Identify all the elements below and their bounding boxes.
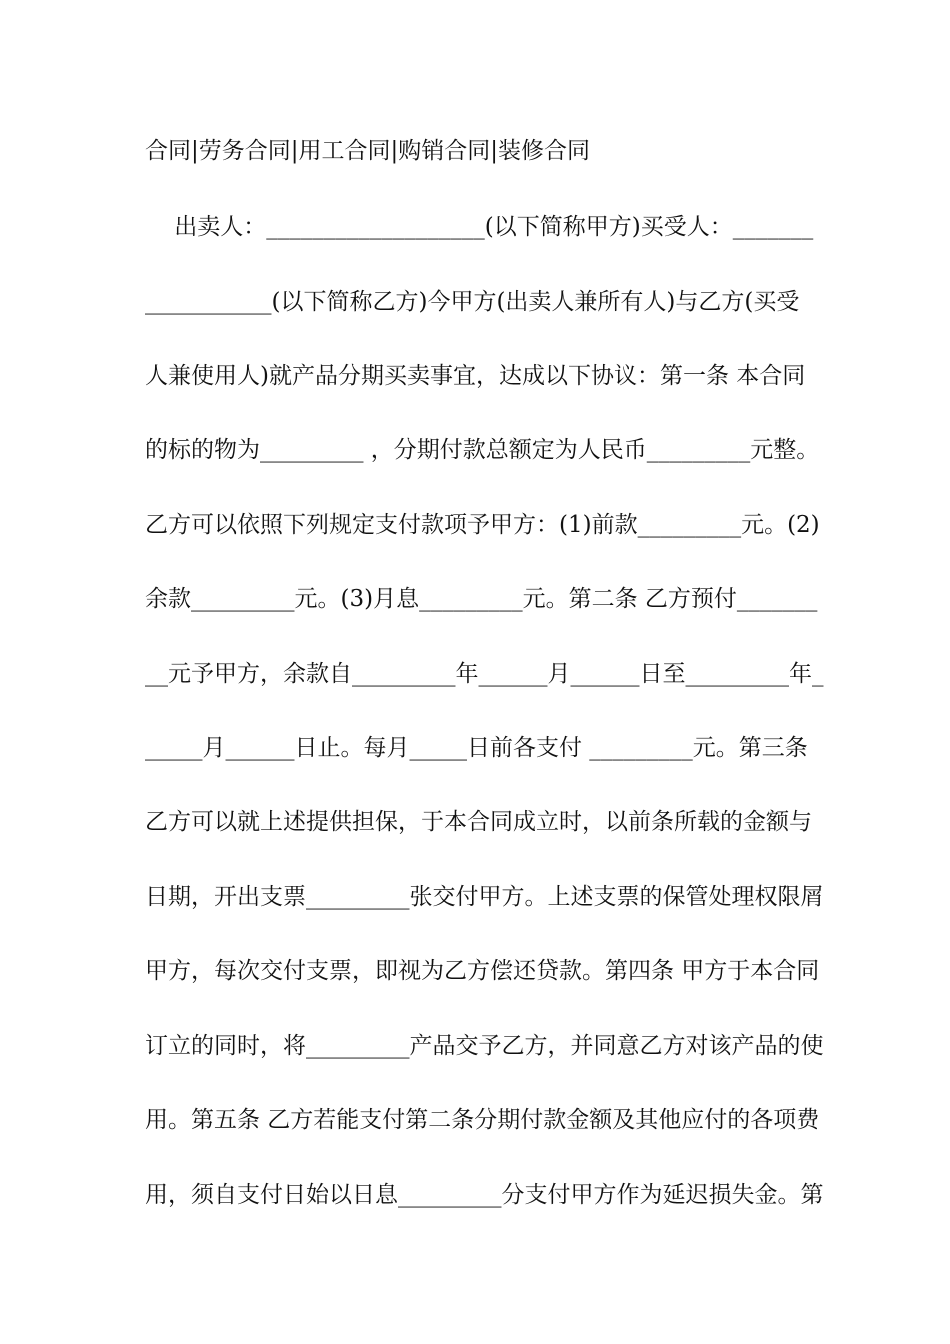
body-line: 出卖人：___________________(以下简称甲方)买受人：_______ [145, 214, 814, 240]
body-line: 日期，开出支票_________张交付甲方。上述支票的保管处理权限屑 [145, 884, 824, 910]
body-line: 人兼使用人)就产品分期买卖事宜，达成以下协议：第一条 本合同 [145, 363, 806, 389]
body-line: 甲方，每次交付支票，即视为乙方偿还贷款。第四条 甲方于本合同 [145, 958, 820, 984]
body-line: __元予甲方，余款自_________年______月______日至_________年_ [145, 661, 824, 687]
body-line: 用，须自支付日始以日息_________分支付甲方作为延迟损失金。第 [145, 1182, 824, 1208]
document-header: 合同|劳务合同|用工合同|购销合同|装修合同 [145, 138, 590, 164]
body-line: _____月______日止。每月_____日前各支付 _________元。第三条 [145, 735, 808, 761]
body-line: ___________(以下简称乙方)今甲方(出卖人兼所有人)与乙方(买受 [145, 289, 800, 315]
body-line: 余款_________元。(3)月息_________元。第二条 乙方预付_______ [145, 586, 818, 612]
body-line: 用。第五条 乙方若能支付第二条分期付款金额及其他应付的各项费 [145, 1107, 820, 1133]
body-line: 乙方可以依照下列规定支付款项予甲方：(1)前款_________元。(2) [145, 512, 820, 538]
body-line: 订立的同时，将_________产品交予乙方，并同意乙方对该产品的使 [145, 1033, 824, 1059]
body-line: 的标的物为_________ ，分期付款总额定为人民币_________元整。 [145, 437, 820, 463]
body-line: 乙方可以就上述提供担保，于本合同成立时，以前条所载的金额与 [145, 809, 812, 835]
